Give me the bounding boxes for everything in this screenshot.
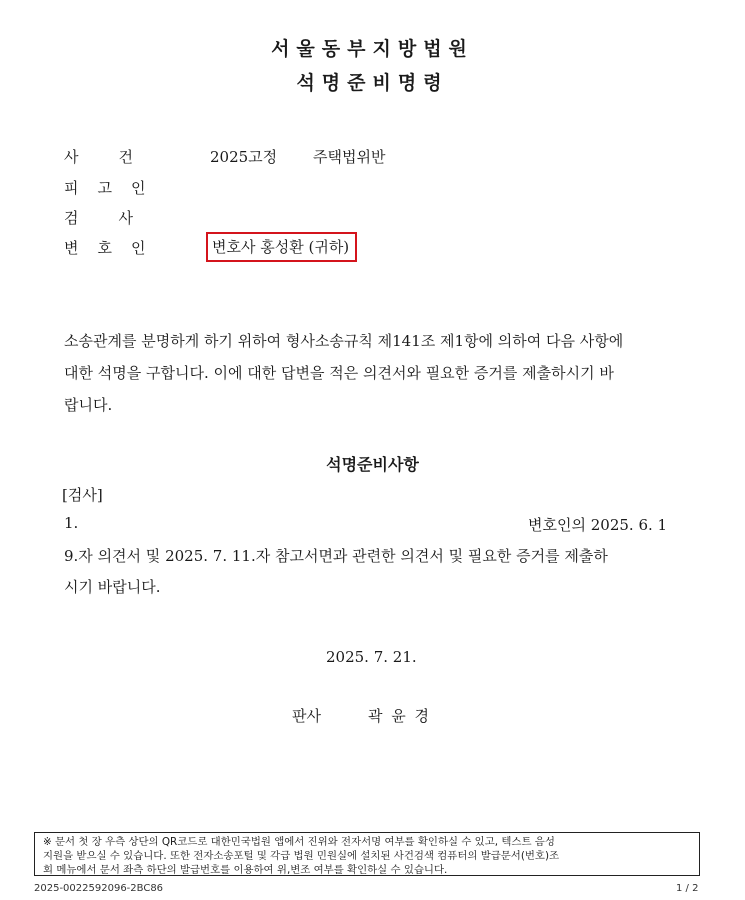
notice-line: 지원을 받으실 수 있습니다. 또한 전자소송포털 및 각급 법원 민원실에 설치된 사건검색 컴퓨터의 발급문서(번호)조 xyxy=(43,850,560,862)
notice-line: ※ 문서 첫 장 우측 상단의 QR코드로 대한민국법원 앱에서 진위와 전자서명 여부를 확인하실 수 있고, 텍스트 음성 xyxy=(43,836,555,848)
paragraph-line: 소송관계를 분명하게 하기 위하여 형사소송규칙 제141조 제1항에 의하여 다음 사항에 xyxy=(64,332,624,350)
item-line: 시기 바랍니다. xyxy=(64,578,161,596)
attorney-label: 변호인 xyxy=(64,239,165,257)
case-name: 주택법위반 xyxy=(313,148,386,166)
paragraph-line: 랍니다. xyxy=(64,396,113,414)
issue-date: 2025. 7. 21. xyxy=(326,648,417,666)
section-title: 석명준비사항 xyxy=(326,455,419,474)
item-line: 변호인의 2025. 6. 1 xyxy=(528,516,668,534)
verification-notice xyxy=(34,832,700,876)
request-paragraph xyxy=(64,325,623,421)
item-number: 1. xyxy=(64,514,79,532)
attorney-value-highlight: 변호사 홍성환 (귀하) xyxy=(206,232,357,262)
defendant-label: 피고인 xyxy=(64,179,165,197)
section-subtitle: [검사] xyxy=(62,486,103,504)
case-label: 사건 xyxy=(64,148,173,166)
item-line: 9.자 의견서 및 2025. 7. 11.자 참고서면과 관련한 의견서 및 필요한 증거를 제출하 xyxy=(64,547,608,565)
judge-label: 판사 xyxy=(292,707,321,725)
court-name: 서울동부지방법원 xyxy=(271,38,474,60)
page-number: 1 / 2 xyxy=(676,883,699,894)
case-number: 2025고정 xyxy=(210,148,278,166)
issue-number: 2025-0022592096-2BC86 xyxy=(34,883,164,894)
document-title: 석명준비명령 xyxy=(296,72,449,94)
judge-name: 곽 윤 경 xyxy=(368,707,432,725)
notice-line: 회 메뉴에서 문서 좌측 하단의 발급번호를 이용하여 위,변조 여부를 확인하실 수 있습니다. xyxy=(43,864,448,876)
paragraph-line: 대한 석명을 구합니다. 이에 대한 답변을 적은 의견서와 필요한 증거를 제출하시기 바 xyxy=(64,364,614,382)
prosecutor-label: 검사 xyxy=(64,209,173,227)
